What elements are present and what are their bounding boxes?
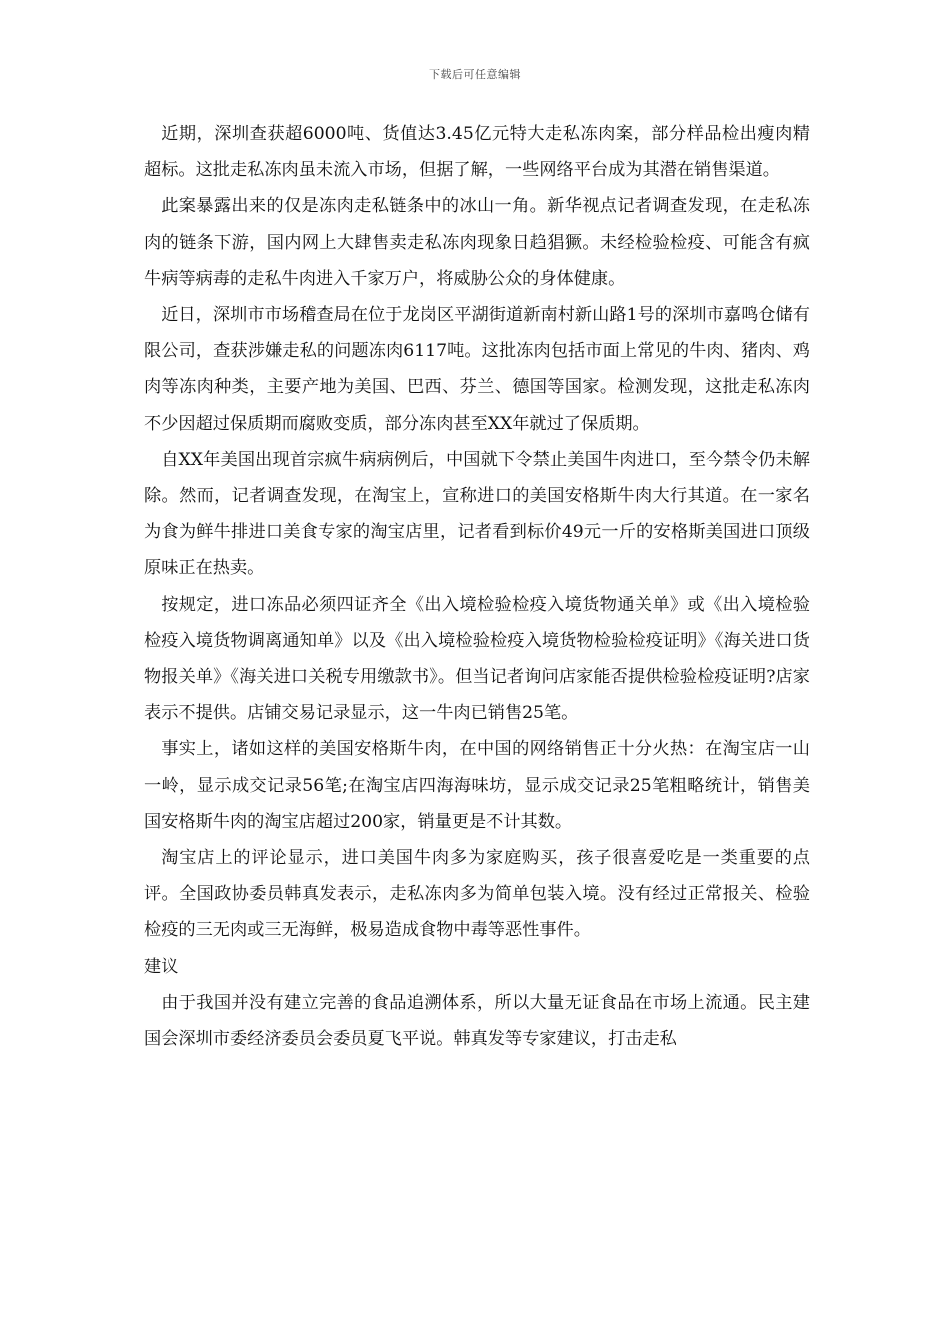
paragraph: 自XX年美国出现首宗疯牛病病例后，中国就下令禁止美国牛肉进口，至今禁令仍未解除。然而，记者调查发现，在淘宝上，宣称进口的美国安格斯牛肉大行其道。在一家名为食为鲜牛排进口美食专家的淘宝店里，记者看到标价49元一斤的安格斯美国进口顶级原味正在热卖。 — [144, 449, 810, 579]
document-body — [144, 116, 810, 1057]
paragraph: 近期，深圳查获超6000吨、货值达3.45亿元特大走私冻肉案，部分样品检出瘦肉精超标。这批走私冻肉虽未流入市场，但据了解，一些网络平台成为其潜在销售渠道。 — [144, 124, 810, 181]
paragraph: 由于我国并没有建立完善的食品追溯体系，所以大量无证食品在市场上流通。民主建国会深圳市委经济委员会委员夏飞平说。韩真发等专家建议，打击走私 — [144, 992, 810, 1050]
paragraph: 近日，深圳市市场稽查局在位于龙岗区平湖街道新南村新山路1号的深圳市嘉鸣仓储有限公司，查获涉嫌走私的问题冻肉6117吨。这批冻肉包括市面上常见的牛肉、猪肉、鸡肉等冻肉种类，主要产地为美国、巴西、芬兰、德国等国家。检测发现，这批走私冻肉不少因超过保质期而腐败变质，部分冻肉甚至XX年就过了保质期。 — [144, 305, 810, 434]
paragraph: 淘宝店上的评论显示，进口美国牛肉多为家庭购买，孩子很喜爱吃是一类重要的点评。全国政协委员韩真发表示，走私冻肉多为简单包装入境。没有经过正常报关、检验检疫的三无肉或三无海鲜，极易造成食物中毒等恶性事件。 — [144, 848, 810, 941]
paragraph: 按规定，进口冻品必须四证齐全《出入境检验检疫入境货物通关单》或《出入境检验检疫入境货物调离通知单》以及《出入境检验检疫入境货物检验检疫证明》《海关进口货物报关单》《海关进口关税专用缴款书》。但当记者询问店家能否提供检验检疫证明?店家表示不提供。店铺交易记录显示，这一牛肉已销售25笔。 — [144, 594, 810, 724]
page-header: 下载后可任意编辑 — [429, 68, 521, 81]
section-heading: 建议 — [144, 956, 179, 977]
paragraph: 此案暴露出来的仅是冻肉走私链条中的冰山一角。新华视点记者调查发现，在走私冻肉的链条下游，国内网上大肆售卖走私冻肉现象日趋猖獗。未经检验检疫、可能含有疯牛病等病毒的走私牛肉进入千家万户，将威胁公众的身体健康。 — [144, 196, 810, 289]
paragraph: 事实上，诸如这样的美国安格斯牛肉，在中国的网络销售正十分火热：在淘宝店一山一岭，显示成交记录56笔;在淘宝店四海海味坊，显示成交记录25笔粗略统计，销售美国安格斯牛肉的淘宝店超过200家，销量更是不计其数。 — [144, 739, 810, 832]
